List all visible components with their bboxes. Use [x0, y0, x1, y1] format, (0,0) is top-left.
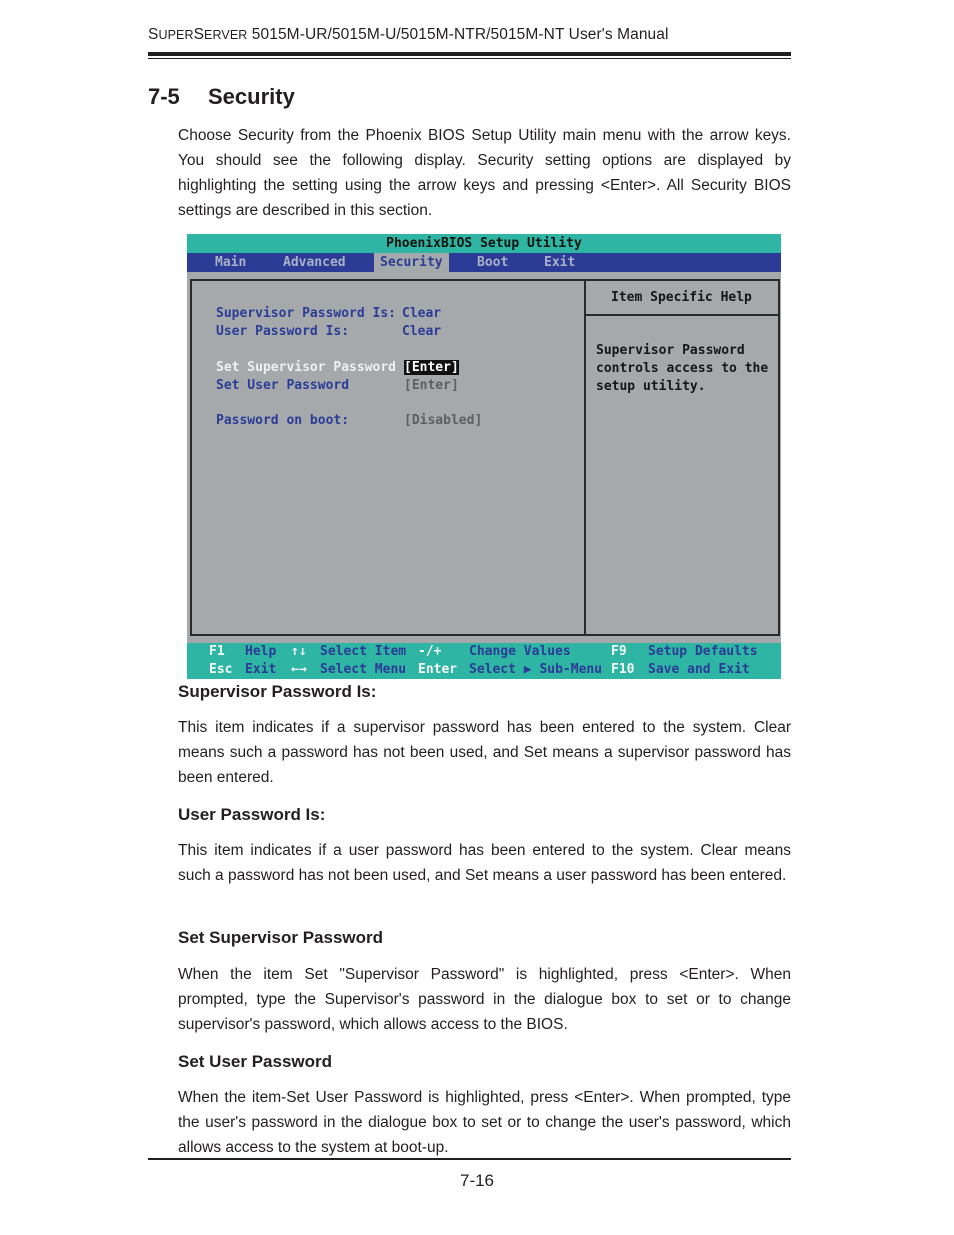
header-rule-thick: [148, 52, 791, 56]
subsection-heading: User Password Is:: [178, 805, 326, 824]
section-title: [148, 84, 295, 110]
page-number: 7-16: [459, 1171, 495, 1190]
subsection-heading: Set User Password: [178, 1052, 333, 1071]
bios-footer-desc: Select Menu: [320, 662, 407, 677]
section-number: 7-5: [148, 84, 180, 109]
bios-menu-advanced[interactable]: Advanced: [283, 255, 346, 270]
bios-footer-desc: Select ▶ Sub-Menu: [469, 662, 603, 677]
bios-footer-key: Enter: [418, 662, 458, 677]
bios-footer-key: Esc: [209, 662, 233, 677]
bios-footer-desc: Help: [245, 644, 277, 659]
subsection-heading: Supervisor Password Is:: [178, 682, 377, 701]
bios-help-line: setup utility.: [596, 379, 706, 394]
header-rule-thin: [148, 58, 791, 59]
bios-footer-desc: Change Values: [469, 644, 571, 659]
subsection-body: This item indicates if a supervisor password has been entered to the system. Clear means such a password has not been used, and Set means a supervisor password has been entered.: [178, 719, 791, 786]
bios-help-line: controls access to the: [596, 361, 769, 376]
bios-menu-bar: [187, 253, 781, 272]
subsection-body: When the item Set "Supervisor Password" is highlighted, press <Enter>. When prompted, type the Supervisor's password in the dialogue box to set or to change supervisor's password, which allows access to the BIOS.: [178, 966, 791, 1033]
bios-row-label[interactable]: Set User Password: [216, 378, 350, 393]
bios-footer: [187, 643, 781, 679]
bios-menu-security[interactable]: Security: [374, 253, 449, 272]
bios-footer-key: F9: [611, 644, 627, 659]
bios-footer-key: F1: [209, 644, 225, 659]
bios-menu-main[interactable]: Main: [215, 255, 247, 270]
subsection-heading: Set Supervisor Password: [178, 928, 384, 947]
bios-menu-exit[interactable]: Exit: [544, 255, 576, 270]
bios-help-panel: [584, 279, 780, 636]
intro-paragraph: Choose Security from the Phoenix BIOS Setup Utility main menu with the arrow keys. You should see the following display. Security setting options are displayed by highlighting the setting using the arrow keys and pressing <Enter>. All Security BIOS settings are described in this section.: [178, 127, 791, 219]
bios-footer-key: F10: [611, 662, 635, 677]
bios-help-title: Item Specific Help: [611, 290, 752, 305]
bios-title: PhoenixBIOS Setup Utility: [187, 234, 781, 253]
bios-row-value-selected[interactable]: [Enter]: [404, 360, 459, 375]
bios-footer-desc: Select Item: [320, 644, 407, 659]
bios-help-divider: [586, 314, 778, 316]
bios-footer-key: ←→: [291, 662, 307, 677]
bios-row-value[interactable]: [Disabled]: [404, 413, 483, 428]
bios-menu-boot[interactable]: Boot: [477, 255, 509, 270]
bios-footer-desc: Exit: [245, 662, 277, 677]
bios-row-value: Clear: [402, 306, 442, 321]
bios-footer-desc: Setup Defaults: [648, 644, 758, 659]
footer-rule: [148, 1158, 791, 1160]
bios-row-label[interactable]: Password on boot:: [216, 413, 350, 428]
bios-row-label-selected[interactable]: Set Supervisor Password: [216, 360, 397, 375]
subsection-body: When the item-Set User Password is highlighted, press <Enter>. When prompted, type the user's password in the dialogue box to set or to change the user's password, which allows access to the system at boot-up.: [178, 1089, 791, 1156]
subsection-body: This item indicates if a user password has been entered to the system. Clear means such a password has not been used, and Set means a user password has been entered.: [178, 842, 791, 884]
bios-footer-key: -/+: [418, 644, 442, 659]
bios-row-label: Supervisor Password Is:: [216, 306, 397, 321]
bios-footer-key: ↑↓: [291, 644, 307, 659]
bios-row-label: User Password Is:: [216, 324, 350, 339]
bios-footer-desc: Save and Exit: [648, 662, 750, 677]
bios-row-value[interactable]: [Enter]: [404, 378, 459, 393]
bios-help-line: Supervisor Password: [596, 343, 745, 358]
running-header: SUPERSERVER 5015M-UR/5015M-U/5015M-NTR/5015M-NT User's Manual: [148, 26, 669, 43]
bios-screenshot: [187, 234, 781, 679]
bios-row-value: Clear: [402, 324, 442, 339]
section-name: Security: [208, 84, 295, 109]
